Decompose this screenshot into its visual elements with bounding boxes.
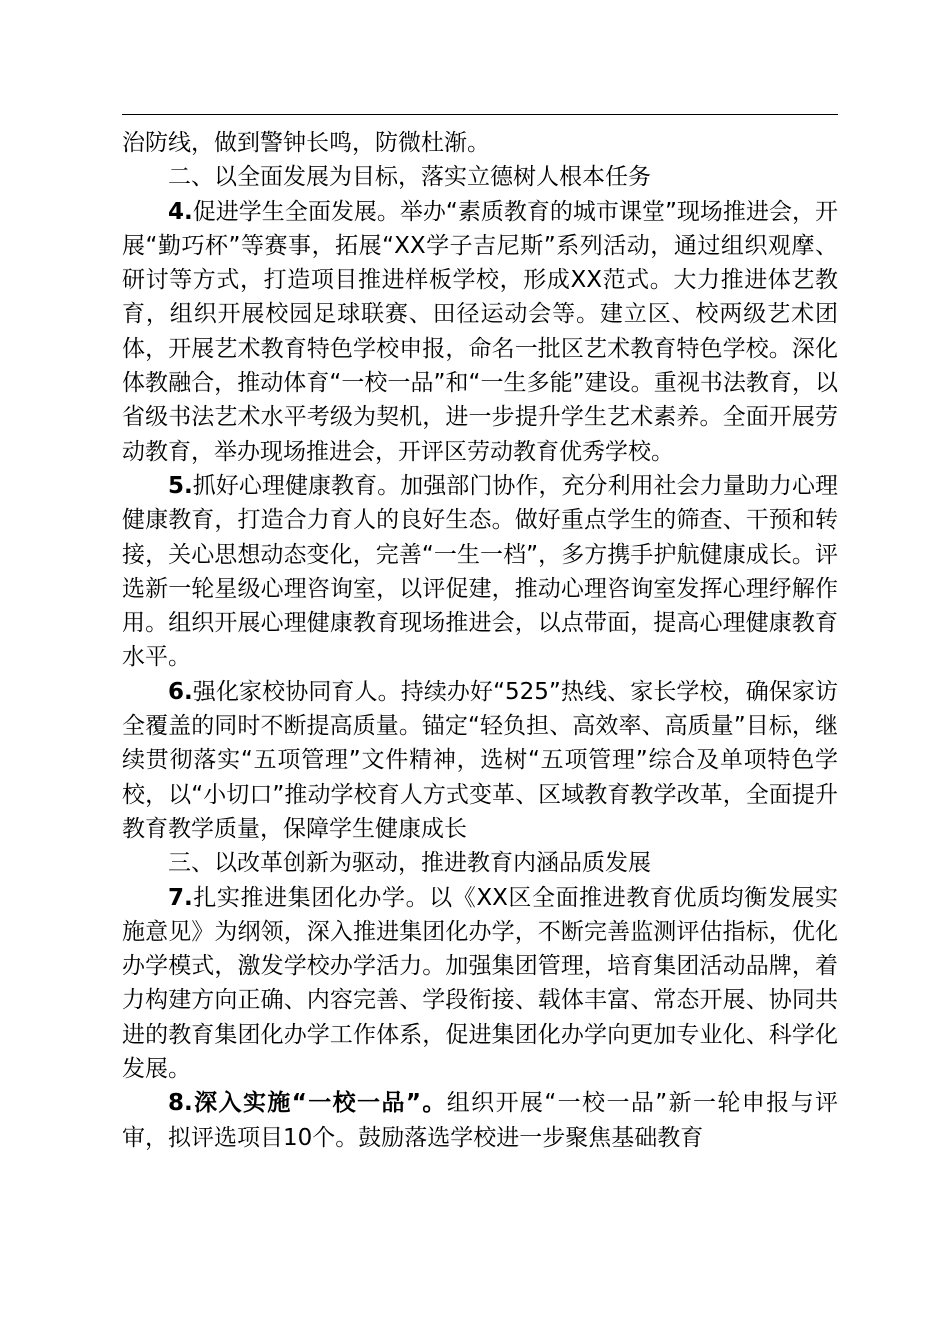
item-number: 6. — [168, 678, 193, 705]
paragraph-text: 组织开展“一校一品”新一轮申报与评审，拟评选项目10个。鼓励落选学校进一步聚焦基础教育 — [122, 1090, 838, 1151]
paragraph-item-4 — [122, 195, 838, 469]
paragraph-text: 抓好心理健康教育。加强部门协作，充分利用社会力量助力心理健康教育，打造合力育人的良好生态。做好重点学生的筛查、干预和转接，关心思想动态变化，完善“一生一档”，多方携手护航健康成长。评选新一轮星级心理咨询室，以评促建，推动心理咨询室发挥心理纾解作用。组织开展心理健康教育现场推进会，以点带面，提高心理健康教育水平。 — [122, 472, 838, 671]
section-heading-3 — [122, 846, 838, 880]
paragraph-text: 强化家校协同育人。持续办好“525”热线、家长学校，确保家访全覆盖的同时不断提高质量。锚定“轻负担、高效率、高质量”目标，继续贯彻落实“五项管理”文件精神，选树“五项管理”综合及单项特色学校，以“小切口”推动学校育人方式变革、区域教育教学改革，全面提升教育教学质量，保障学生健康成长 — [122, 678, 838, 842]
paragraph-text: 扎实推进集团化办学。以《XX区全面推进教育优质均衡发展实施意见》为纲领，深入推进集团化办学，不断完善监测评估指标，优化办学模式，激发学校办学活力。加强集团管理，培育集团活动品牌，着力构建方向正确、内容完善、学段衔接、载体丰富、常态开展、协同共进的教育集团化办学工作体系，促进集团化办学向更加专业化、科学化发展。 — [122, 884, 838, 1083]
paragraph-item-7 — [122, 881, 838, 1087]
paragraph-continuation — [122, 126, 838, 160]
item-number: 4. — [168, 198, 193, 225]
item-lead-heading: 8.深入实施“一校一品”。 — [168, 1090, 447, 1117]
paragraph-item-6 — [122, 675, 838, 846]
paragraph-item-5 — [122, 469, 838, 675]
section-heading-text: 二、以全面发展为目标，落实立德树人根本任务 — [168, 164, 651, 191]
section-heading-text: 三、以改革创新为驱动，推进教育内涵品质发展 — [168, 850, 651, 877]
paragraph-item-8 — [122, 1086, 838, 1155]
section-heading-2 — [122, 160, 838, 194]
paragraph-text: 促进学生全面发展。举办“素质教育的城市课堂”现场推进会，开展“勤巧杯”等赛事，拓展“XX学子吉尼斯”系列活动，通过组织观摩、研讨等方式，打造项目推进样板学校，形成XX范式。大力推进体艺教育，组织开展校园足球联赛、田径运动会等。建立区、校两级艺术团体，开展艺术教育特色学校申报，命名一批区艺术教育特色学校。深化体教融合，推动体育“一校一品”和“一生多能”建设。重视书法教育，以省级书法艺术水平考级为契机，进一步提升学生艺术素养。全面开展劳动教育，举办现场推进会，开评区劳动教育优秀学校。 — [122, 198, 838, 465]
header-rule — [122, 114, 838, 115]
item-number: 5. — [168, 472, 193, 499]
paragraph-text: 治防线，做到警钟长鸣，防微杜渐。 — [122, 130, 490, 156]
item-number: 7. — [168, 884, 193, 911]
document-body — [122, 126, 838, 1155]
